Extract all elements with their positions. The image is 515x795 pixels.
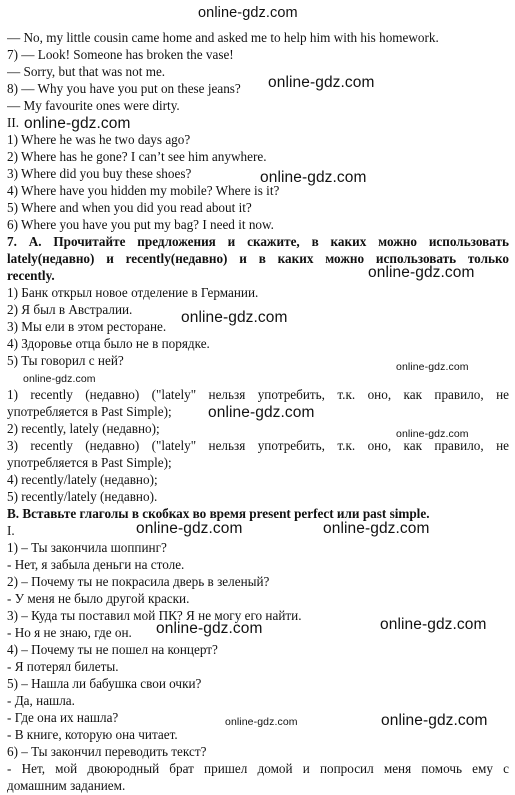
- text-line: 2) Where has he gone? I can’t see him anywhere.: [7, 149, 267, 164]
- watermark-text: online-gdz.com: [368, 264, 475, 281]
- text-line: 3) Мы ели в этом ресторане.: [7, 319, 167, 334]
- text-line: 6) Where you have you put my bag? I need it now.: [7, 217, 274, 232]
- text-line: - Но я не знаю, где он.: [7, 625, 132, 640]
- text-line: 2) Я был в Австралии.: [7, 302, 133, 317]
- text-line: 5) recently/lately (недавно).: [7, 489, 158, 504]
- text-line: - Нет, мой двоюродный брат пришел домой и попросил меня помочь ему с: [7, 761, 509, 776]
- text-line: домашним заданием.: [7, 778, 126, 793]
- text-line: употребляется в Past Simple);: [7, 404, 172, 419]
- text-line: 1) Where he was he two days ago?: [7, 132, 191, 147]
- text-line: - У меня не было другой краски.: [7, 591, 190, 606]
- text-line: - Я потерял билеты.: [7, 659, 119, 674]
- watermark-text: online-gdz.com: [225, 716, 298, 728]
- watermark-text: online-gdz.com: [23, 373, 96, 385]
- text-line: 1) – Ты закончила шоппинг?: [7, 540, 167, 555]
- text-line: 2) recently, lately (недавно);: [7, 421, 160, 436]
- watermark-text: online-gdz.com: [156, 620, 263, 637]
- text-line: 1) Банк открыл новое отделение в Германии.: [7, 285, 259, 300]
- text-line: 6) – Ты закончил переводить текст?: [7, 744, 207, 759]
- watermark-text: online-gdz.com: [260, 169, 367, 186]
- task-heading: recently.: [7, 268, 55, 283]
- text-line: 1) recently (недавно) ("lately" нельзя употребить, т.к. оно, как правило, не: [7, 387, 509, 402]
- text-line: 4) – Почему ты не пошел на концерт?: [7, 642, 218, 657]
- watermark-text: online-gdz.com: [396, 361, 469, 373]
- text-line: 2) – Почему ты не покрасила дверь в зеленый?: [7, 574, 270, 589]
- text-line: 3) recently (недавно) ("lately" нельзя употребить, т.к. оно, как правило, не: [7, 438, 509, 453]
- text-line: - Да, нашла.: [7, 693, 75, 708]
- watermark-text: online-gdz.com: [381, 712, 488, 729]
- task-heading: lately(недавно) и recently(недавно) и в каких можно использовать только: [7, 251, 509, 266]
- text-line: — Sorry, but that was not me.: [7, 64, 166, 79]
- text-line: - Нет, я забыла деньги на столе.: [7, 557, 185, 572]
- text-line: 3) – Куда ты поставил мой ПК? Я не могу его найти.: [7, 608, 302, 623]
- watermark-text: online-gdz.com: [24, 115, 131, 132]
- watermark-text: online-gdz.com: [396, 428, 469, 440]
- watermark-text: online-gdz.com: [323, 520, 430, 537]
- text-line: — No, my little cousin came home and asked me to help him with his homework.: [7, 30, 439, 45]
- text-line: 8) — Why you have you put on these jeans?: [7, 81, 241, 96]
- text-line: употребляется в Past Simple);: [7, 455, 172, 470]
- watermark-text: online-gdz.com: [136, 520, 243, 537]
- task-heading: В. Вставьте глаголы в скобках во время present perfect или past simple.: [7, 506, 430, 521]
- watermark-text: online-gdz.com: [380, 616, 487, 633]
- text-line: 4) Здоровье отца было не в порядке.: [7, 336, 210, 351]
- text-line: 5) Where and when you did you read about it?: [7, 200, 252, 215]
- text-line: — My favourite ones were dirty.: [7, 98, 180, 113]
- section-heading: I.: [7, 523, 15, 538]
- text-line: 3) Where did you buy these shoes?: [7, 166, 192, 181]
- text-line: - Где она их нашла?: [7, 710, 119, 725]
- text-line: 5) – Нашла ли бабушка свои очки?: [7, 676, 202, 691]
- text-line: 5) Ты говорил с ней?: [7, 353, 124, 368]
- text-line: 4) Where have you hidden my mobile? Where is it?: [7, 183, 280, 198]
- watermark-text: online-gdz.com: [268, 74, 375, 91]
- section-heading: II.: [7, 115, 20, 130]
- watermark-text: online-gdz.com: [181, 309, 288, 326]
- watermark-text: online-gdz.com: [198, 5, 298, 21]
- watermark-text: online-gdz.com: [208, 404, 315, 421]
- text-line: - В книге, которую она читает.: [7, 727, 178, 742]
- task-heading: 7. А. Прочитайте предложения и скажите, в каких можно использовать: [7, 234, 509, 249]
- text-line: 4) recently/lately (недавно);: [7, 472, 158, 487]
- text-line: 7) — Look! Someone has broken the vase!: [7, 47, 234, 62]
